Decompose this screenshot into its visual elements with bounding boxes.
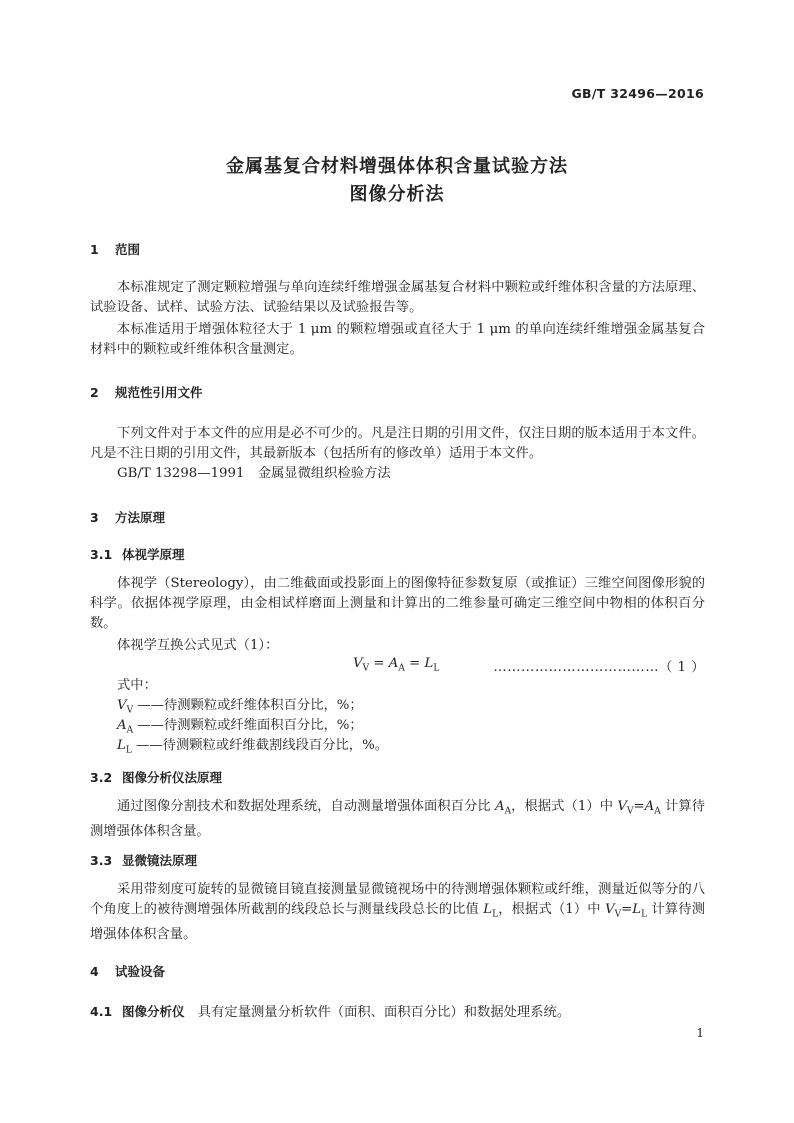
section-1-heading [90, 240, 140, 258]
formula-row [90, 656, 705, 676]
section-4-1: 4.1 图像分析仪 具有定量测量分析软件（面积、面积百分比）和数据处理系统。 [90, 1004, 571, 1020]
section-3-heading [90, 508, 165, 526]
section-3-1-paragraph-1: 体视学（Stereology），由二维截面或投影面上的图像特征参数复原（或推证）三维空间图像形貌的科学。依据体视学原理，由金相试样磨面上测量和计算出的二维参量可确定三维空间中物相的体积百分数。 [90, 576, 705, 631]
normative-reference: GB/T 13298—1991 金属显微组织检验方法 [117, 466, 391, 481]
section-3-3-heading [90, 851, 197, 869]
section-title: 规范性引用文件 [115, 385, 203, 400]
section-title: 方法原理 [115, 510, 166, 525]
definition-volume-fraction: $V_V$ ——待测颗粒或纤维体积百分比，%； [117, 698, 363, 716]
section-3-1-heading [90, 545, 185, 563]
document-title: 金属基复合材料增强体体积含量试验方法 [226, 156, 568, 177]
section-3-2-paragraph: 通过图像分割技术和数据处理系统，自动测量增强体面积百分比 $A_A$，根据式（1）中 $V_V=A_A$ 计算待测增强体体积含量。 [90, 799, 706, 839]
page-number: 1 [696, 1026, 704, 1040]
section-1-paragraph-2: 本标准适用于增强体粒径大于 1 μm 的颗粒增强或直径大于 1 μm 的单向连续纤维增强金属基复合材料中的颗粒或纤维体积含量测定。 [90, 322, 705, 357]
section-number: 2 [90, 385, 99, 400]
definition-line-fraction: $L_L$ ——待测颗粒或纤维截割线段百分比，%。 [117, 738, 389, 756]
section-title: 显微镜法原理 [122, 853, 198, 868]
section-title: 试验设备 [115, 964, 166, 979]
section-2-paragraph-1: 下列文件对于本文件的应用是必不可少的。凡是注日期的引用文件，仅注日期的版本适用于本文件。凡是不注日期的引用文件，其最新版本（包括所有的修改单）适用于本文件。 [90, 426, 705, 461]
where-label: 式中： [117, 678, 157, 693]
section-3-2-heading [90, 768, 222, 786]
document-subtitle: 图像分析法 [349, 184, 445, 205]
equation-number: ………………………………（ 1 ） [493, 660, 705, 675]
section-number: 3 [90, 510, 99, 525]
section-2-heading [90, 383, 203, 401]
section-number: 3.1 [90, 547, 113, 562]
stereology-formula: $V_V = A_A = L_L$ [353, 656, 440, 674]
section-1-paragraph-1: 本标准规定了测定颗粒增强与单向连续纤维增强金属基复合材料中颗粒或纤维体积含量的方法原理、试验设备、试样、试验方法、试验结果以及试验报告等。 [90, 280, 705, 315]
definition-area-fraction: $A_A$ ——待测颗粒或纤维面积百分比，%； [117, 718, 363, 736]
section-3-3-paragraph: 采用带刻度可旋转的显微镜目镜直接测量显微镜视场中的待测增强体颗粒或纤维，测量近似等分的八个角度上的被待测增强体所截割的线段总长与测量线段总长的比值 $L_L$，根据式（1）中 $V_V=L_L$ 计算待测增强体体积含量。 [90, 882, 705, 942]
section-4-heading [90, 962, 165, 980]
section-number: 3.2 [90, 770, 113, 785]
standard-code: GB/T 32496—2016 [571, 86, 704, 101]
section-title: 图像分析仪法原理 [122, 770, 223, 785]
section-number: 4 [90, 964, 99, 979]
section-number: 1 [90, 242, 99, 257]
section-title: 范围 [115, 242, 141, 257]
section-title: 体视学原理 [122, 547, 185, 562]
section-3-1-paragraph-2: 体视学互换公式见式（1）： [117, 638, 279, 653]
section-number: 3.3 [90, 853, 113, 868]
